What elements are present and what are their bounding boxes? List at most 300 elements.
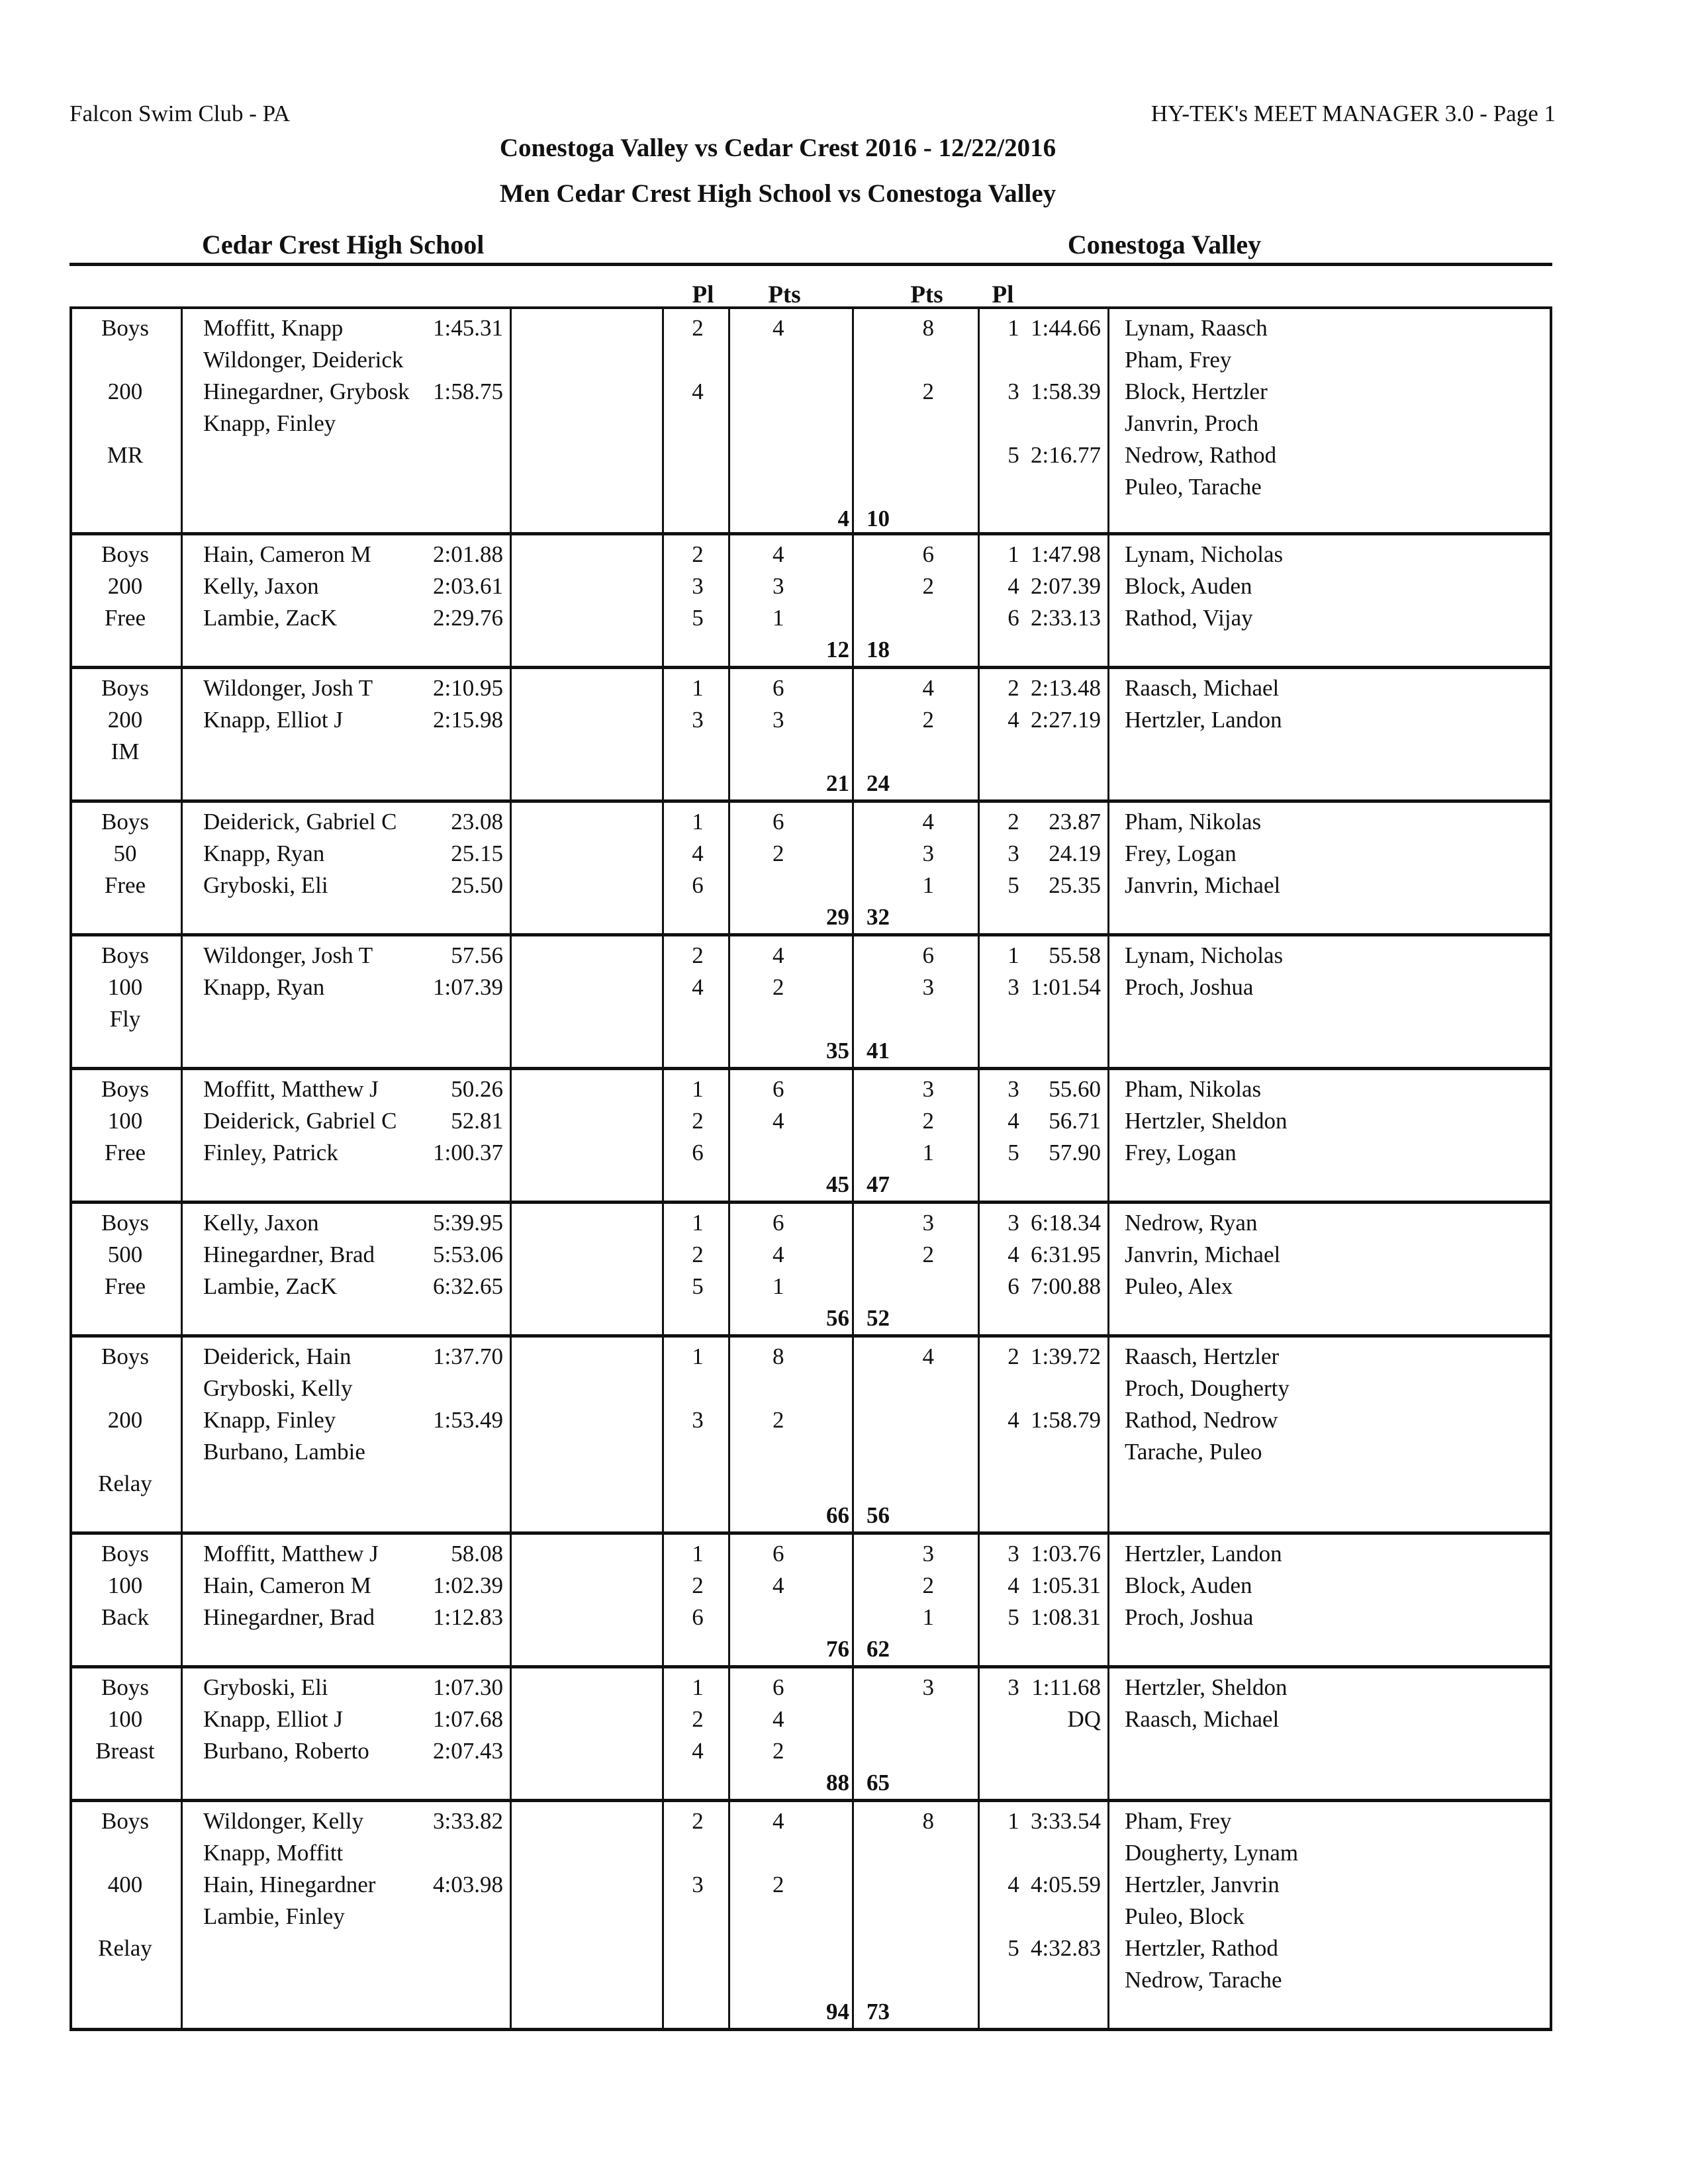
running-total-right: 73 [867, 1999, 890, 2025]
col-place-left: Pl [692, 281, 714, 308]
column-divider [852, 1204, 854, 1334]
result-lt: 1:07.30 [433, 1674, 503, 1700]
result-lp: 5 [692, 1273, 704, 1299]
result-lt: 1:00.37 [433, 1140, 503, 1165]
result-lt: 1:58.75 [433, 379, 503, 404]
result-lp: 2 [692, 1108, 704, 1134]
column-divider [1107, 1535, 1109, 1665]
event-label: Boys [101, 315, 149, 341]
result-lpts: 2 [773, 1407, 784, 1433]
result-lt: 6:32.65 [433, 1273, 503, 1299]
result-lp: 1 [692, 675, 704, 701]
column-divider [1107, 1070, 1109, 1201]
result-rn: Proch, Joshua [1125, 974, 1254, 1000]
column-divider [510, 936, 512, 1067]
result-ln: Hinegardner, Grybosk [203, 379, 410, 404]
column-divider [510, 1535, 512, 1665]
column-divider [662, 1668, 664, 1799]
result-lpts: 1 [773, 1273, 784, 1299]
result-lpts: 6 [773, 1210, 784, 1236]
event-label: Boys [101, 1210, 149, 1236]
result-rt: 1:39.72 [1031, 1343, 1101, 1369]
result-rt: 1:01.54 [1031, 974, 1101, 1000]
result-ln: Knapp, Finley [203, 410, 336, 436]
column-divider [662, 1070, 664, 1201]
meet-subtitle: Men Cedar Crest High School vs Conestoga Valley [499, 179, 1056, 208]
result-rp: 3 [1008, 379, 1019, 404]
column-divider [852, 1802, 854, 2028]
result-lpts: 4 [773, 541, 784, 567]
result-ln: Moffitt, Matthew J [203, 1541, 379, 1567]
result-ln: Knapp, Ryan [203, 841, 325, 866]
result-rn: Frey, Logan [1125, 841, 1237, 866]
result-rp: 4 [1008, 573, 1019, 599]
event-block [70, 803, 1552, 936]
result-rpts: 1 [922, 1604, 934, 1630]
col-points-right: Pts [910, 281, 943, 308]
result-rn: Block, Auden [1125, 573, 1252, 599]
result-rp: 1 [1008, 942, 1019, 968]
result-rpts: 3 [922, 1210, 934, 1236]
result-lt: 2:01.88 [433, 541, 503, 567]
column-divider [181, 535, 183, 666]
result-lt: 2:03.61 [433, 573, 503, 599]
result-rp: 2 [1008, 809, 1019, 835]
running-total-right: 65 [867, 1770, 890, 1796]
result-rn: Dougherty, Lynam [1125, 1840, 1299, 1866]
column-divider [1107, 535, 1109, 666]
result-lt: 1:12.83 [433, 1604, 503, 1630]
result-rn: Janvrin, Proch [1125, 410, 1259, 436]
event-block [70, 669, 1552, 803]
result-lp: 2 [692, 1572, 704, 1598]
result-ln: Gryboski, Eli [203, 1674, 328, 1700]
result-lt: 58.08 [451, 1541, 503, 1567]
result-rpts: 3 [922, 841, 934, 866]
result-lp: 6 [692, 872, 704, 898]
running-total-left: 76 [826, 1636, 849, 1662]
result-rpts: 2 [922, 707, 934, 733]
event-label: Boys [101, 541, 149, 567]
result-lp: 2 [692, 1706, 704, 1732]
result-rt: 1:03.76 [1031, 1541, 1101, 1567]
event-label: 100 [107, 1108, 143, 1134]
event-label: Boys [101, 1076, 149, 1102]
result-lt: 2:10.95 [433, 675, 503, 701]
result-lpts: 6 [773, 1674, 784, 1700]
result-rn: Proch, Joshua [1125, 1604, 1254, 1630]
running-total-left: 56 [826, 1305, 849, 1331]
result-rn: Pham, Frey [1125, 1808, 1232, 1834]
result-rpts: 2 [922, 379, 934, 404]
result-rp: 3 [1008, 1541, 1019, 1567]
result-lt: 1:07.68 [433, 1706, 503, 1732]
result-lp: 1 [692, 809, 704, 835]
result-ln: Kelly, Jaxon [203, 573, 319, 599]
result-lpts: 4 [773, 942, 784, 968]
event-block [70, 936, 1552, 1070]
result-rt: DQ [1067, 1706, 1101, 1732]
result-lp: 2 [692, 942, 704, 968]
column-divider [662, 669, 664, 799]
result-rt: 4:05.59 [1031, 1872, 1101, 1897]
result-ln: Wildonger, Josh T [203, 675, 373, 701]
event-label: Relay [98, 1935, 152, 1961]
column-divider [510, 309, 512, 532]
result-lp: 2 [692, 315, 704, 341]
event-label: Boys [101, 1808, 149, 1834]
result-lt: 3:33.82 [433, 1808, 503, 1834]
column-divider [1107, 1338, 1109, 1531]
result-lp: 3 [692, 1407, 704, 1433]
result-ln: Hinegardner, Brad [203, 1604, 375, 1630]
result-rt: 1:05.31 [1031, 1572, 1101, 1598]
result-rn: Lynam, Raasch [1125, 315, 1268, 341]
column-divider [510, 1070, 512, 1201]
column-divider [662, 1535, 664, 1665]
result-lp: 4 [692, 379, 704, 404]
event-label: Breast [95, 1738, 155, 1764]
result-lp: 4 [692, 974, 704, 1000]
running-total-right: 62 [867, 1636, 890, 1662]
result-rt: 2:27.19 [1031, 707, 1101, 733]
event-block [70, 535, 1552, 669]
result-rpts: 2 [922, 573, 934, 599]
column-divider [181, 1668, 183, 1799]
team-right-name: Conestoga Valley [1067, 230, 1262, 259]
result-ln: Deiderick, Hain [203, 1343, 352, 1369]
result-rt: 57.90 [1049, 1140, 1101, 1165]
column-divider [662, 936, 664, 1067]
event-label: 400 [107, 1872, 143, 1897]
result-rp: 4 [1008, 707, 1019, 733]
result-lpts: 4 [773, 1572, 784, 1598]
column-divider [662, 535, 664, 666]
result-lp: 5 [692, 605, 704, 631]
result-ln: Knapp, Elliot J [203, 707, 343, 733]
result-lp: 4 [692, 1738, 704, 1764]
event-label: Back [101, 1604, 149, 1630]
result-rt: 1:58.79 [1031, 1407, 1101, 1433]
result-lt: 1:07.39 [433, 974, 503, 1000]
result-rn: Pham, Nikolas [1125, 809, 1262, 835]
result-rn: Hertzler, Rathod [1125, 1935, 1278, 1961]
event-label: MR [107, 442, 144, 468]
event-label: Boys [101, 1343, 149, 1369]
header-rule [70, 263, 1552, 266]
result-rn: Hertzler, Landon [1125, 1541, 1282, 1567]
result-ln: Wildonger, Deiderick [203, 347, 404, 373]
column-divider [662, 803, 664, 933]
result-lp: 1 [692, 1210, 704, 1236]
event-label: Fly [109, 1006, 141, 1032]
result-rpts: 1 [922, 1140, 934, 1165]
result-rt: 56.71 [1049, 1108, 1101, 1134]
result-lpts: 6 [773, 809, 784, 835]
result-rp: 3 [1008, 974, 1019, 1000]
result-rt: 6:31.95 [1031, 1242, 1101, 1267]
result-rn: Puleo, Tarache [1125, 474, 1262, 500]
result-lt: 1:45.31 [433, 315, 503, 341]
event-label: Free [104, 605, 146, 631]
result-lt: 25.50 [451, 872, 503, 898]
event-label: 200 [107, 707, 143, 733]
running-total-left: 35 [826, 1038, 849, 1064]
result-lp: 4 [692, 841, 704, 866]
result-lp: 3 [692, 573, 704, 599]
result-lp: 1 [692, 1674, 704, 1700]
result-ln: Hinegardner, Brad [203, 1242, 375, 1267]
result-lpts: 3 [773, 707, 784, 733]
column-divider [662, 1338, 664, 1531]
result-lpts: 1 [773, 605, 784, 631]
event-label: Boys [101, 1674, 149, 1700]
result-lpts: 6 [773, 1541, 784, 1567]
event-block [70, 1802, 1552, 2031]
result-rp: 5 [1008, 1604, 1019, 1630]
result-rp: 6 [1008, 1273, 1019, 1299]
result-lpts: 2 [773, 1872, 784, 1897]
result-lt: 1:02.39 [433, 1572, 503, 1598]
result-rn: Raasch, Michael [1125, 1706, 1280, 1732]
result-lpts: 4 [773, 1808, 784, 1834]
result-lp: 3 [692, 707, 704, 733]
result-lt: 4:03.98 [433, 1872, 503, 1897]
result-lp: 2 [692, 541, 704, 567]
result-ln: Finley, Patrick [203, 1140, 338, 1165]
result-rp: 5 [1008, 442, 1019, 468]
running-total-right: 47 [867, 1171, 890, 1197]
result-rn: Proch, Dougherty [1125, 1375, 1289, 1401]
team-left-name: Cedar Crest High School [202, 230, 485, 259]
running-total-right: 24 [867, 770, 890, 796]
result-rt: 2:16.77 [1031, 442, 1101, 468]
result-ln: Wildonger, Josh T [203, 942, 373, 968]
result-rp: 3 [1008, 1076, 1019, 1102]
column-divider [852, 1535, 854, 1665]
result-lp: 2 [692, 1242, 704, 1267]
result-rn: Nedrow, Ryan [1125, 1210, 1258, 1236]
result-rpts: 6 [922, 541, 934, 567]
result-lt: 52.81 [451, 1108, 503, 1134]
result-lt: 1:37.70 [433, 1343, 503, 1369]
running-total-right: 52 [867, 1305, 890, 1331]
column-divider [181, 1338, 183, 1531]
col-points-left: Pts [768, 281, 801, 308]
result-lt: 1:53.49 [433, 1407, 503, 1433]
result-lt: 23.08 [451, 809, 503, 835]
result-lp: 6 [692, 1604, 704, 1630]
result-ln: Wildonger, Kelly [203, 1808, 364, 1834]
result-rn: Rathod, Vijay [1125, 605, 1253, 631]
column-divider [852, 1338, 854, 1531]
event-block [70, 1668, 1552, 1802]
result-lp: 1 [692, 1541, 704, 1567]
result-rp: 1 [1008, 315, 1019, 341]
result-lpts: 4 [773, 1706, 784, 1732]
running-total-right: 56 [867, 1502, 890, 1528]
result-ln: Burbano, Roberto [203, 1738, 369, 1764]
event-block [70, 1204, 1552, 1338]
event-label: 100 [107, 974, 143, 1000]
result-lp: 3 [692, 1872, 704, 1897]
result-ln: Lambie, ZacK [203, 605, 338, 631]
result-lpts: 2 [773, 1738, 784, 1764]
result-rn: Lynam, Nicholas [1125, 541, 1284, 567]
result-lp: 6 [692, 1140, 704, 1165]
result-rn: Puleo, Alex [1125, 1273, 1233, 1299]
running-total-left: 29 [826, 904, 849, 930]
result-rn: Rathod, Nedrow [1125, 1407, 1278, 1433]
result-rt: 3:33.54 [1031, 1808, 1101, 1834]
result-rn: Raasch, Michael [1125, 675, 1280, 701]
column-divider [1107, 669, 1109, 799]
result-rn: Janvrin, Michael [1125, 872, 1281, 898]
event-label: 50 [113, 841, 137, 866]
result-lpts: 4 [773, 1242, 784, 1267]
result-rp: 2 [1008, 675, 1019, 701]
result-rn: Pham, Nikolas [1125, 1076, 1262, 1102]
result-ln: Knapp, Finley [203, 1407, 336, 1433]
result-rp: 4 [1008, 1242, 1019, 1267]
result-rp: 2 [1008, 1343, 1019, 1369]
result-rt: 1:44.66 [1031, 315, 1101, 341]
result-ln: Knapp, Moffitt [203, 1840, 344, 1866]
column-divider [852, 669, 854, 799]
event-label: 200 [107, 573, 143, 599]
result-ln: Lambie, ZacK [203, 1273, 338, 1299]
result-rn: Hertzler, Sheldon [1125, 1108, 1288, 1134]
result-rn: Janvrin, Michael [1125, 1242, 1281, 1267]
result-rt: 4:32.83 [1031, 1935, 1101, 1961]
column-divider [1107, 1204, 1109, 1334]
event-label: Boys [101, 1541, 149, 1567]
col-place-right: Pl [992, 281, 1014, 308]
result-rn: Raasch, Hertzler [1125, 1343, 1280, 1369]
result-rn: Frey, Logan [1125, 1140, 1237, 1165]
result-rpts: 2 [922, 1108, 934, 1134]
column-divider [510, 1204, 512, 1334]
result-ln: Lambie, Finley [203, 1903, 345, 1929]
result-rn: Puleo, Block [1125, 1903, 1244, 1929]
event-label: Boys [101, 675, 149, 701]
result-rn: Hertzler, Sheldon [1125, 1674, 1288, 1700]
column-divider [181, 1535, 183, 1665]
result-rn: Nedrow, Rathod [1125, 442, 1277, 468]
column-divider [181, 1802, 183, 2028]
column-divider [1107, 1802, 1109, 2028]
result-rt: 1:58.39 [1031, 379, 1101, 404]
result-rn: Tarache, Puleo [1125, 1439, 1262, 1465]
event-label: Free [104, 1140, 146, 1165]
result-ln: Gryboski, Kelly [203, 1375, 353, 1401]
running-total-right: 10 [867, 506, 890, 531]
result-rpts: 3 [922, 1541, 934, 1567]
result-ln: Deiderick, Gabriel C [203, 1108, 397, 1134]
event-label: Boys [101, 809, 149, 835]
result-rt: 6:18.34 [1031, 1210, 1101, 1236]
event-label: 100 [107, 1706, 143, 1732]
result-lp: 1 [692, 1076, 704, 1102]
column-divider [510, 803, 512, 933]
column-divider [852, 535, 854, 666]
result-rt: 2:33.13 [1031, 605, 1101, 631]
result-ln: Deiderick, Gabriel C [203, 809, 397, 835]
result-rp: 3 [1008, 1674, 1019, 1700]
result-lp: 1 [692, 1343, 704, 1369]
result-lt: 50.26 [451, 1076, 503, 1102]
result-ln: Hain, Cameron M [203, 1572, 371, 1598]
result-rp: 5 [1008, 1140, 1019, 1165]
meet-title: Conestoga Valley vs Cedar Crest 2016 - 12/22/2016 [499, 134, 1056, 162]
result-rpts: 8 [922, 315, 934, 341]
running-total-left: 45 [826, 1171, 849, 1197]
result-lpts: 6 [773, 675, 784, 701]
result-rp: 4 [1008, 1872, 1019, 1897]
result-lp: 2 [692, 1808, 704, 1834]
result-rn: Block, Hertzler [1125, 379, 1268, 404]
club-name: Falcon Swim Club - PA [70, 101, 291, 126]
result-lt: 2:15.98 [433, 707, 503, 733]
result-rp: 3 [1008, 841, 1019, 866]
event-label: 500 [107, 1242, 143, 1267]
running-total-right: 32 [867, 904, 890, 930]
column-divider [510, 535, 512, 666]
event-label: Free [104, 872, 146, 898]
column-divider [852, 803, 854, 933]
event-block [70, 306, 1552, 535]
column-divider [852, 1070, 854, 1201]
column-divider [852, 309, 854, 532]
result-rn: Hertzler, Janvrin [1125, 1872, 1280, 1897]
result-ln: Gryboski, Eli [203, 872, 328, 898]
result-rp: 4 [1008, 1572, 1019, 1598]
running-total-left: 4 [837, 506, 849, 531]
result-rn: Lynam, Nicholas [1125, 942, 1284, 968]
result-ln: Kelly, Jaxon [203, 1210, 319, 1236]
result-rp: 6 [1008, 605, 1019, 631]
result-lpts: 4 [773, 315, 784, 341]
result-lpts: 2 [773, 841, 784, 866]
column-divider [510, 1668, 512, 1799]
result-rn: Nedrow, Tarache [1125, 1967, 1282, 1993]
result-rpts: 3 [922, 1674, 934, 1700]
column-divider [510, 669, 512, 799]
event-label: Boys [101, 942, 149, 968]
result-rp: 3 [1008, 1210, 1019, 1236]
column-divider [181, 309, 183, 532]
result-ln: Knapp, Elliot J [203, 1706, 343, 1732]
result-rp: 1 [1008, 541, 1019, 567]
result-rt: 2:07.39 [1031, 573, 1101, 599]
result-rpts: 4 [922, 809, 934, 835]
result-rpts: 2 [922, 1242, 934, 1267]
column-divider [510, 1802, 512, 2028]
event-label: Relay [98, 1471, 152, 1496]
result-rt: 2:13.48 [1031, 675, 1101, 701]
result-rpts: 6 [922, 942, 934, 968]
result-rt: 25.35 [1049, 872, 1101, 898]
result-lpts: 4 [773, 1108, 784, 1134]
running-total-left: 94 [826, 1999, 849, 2025]
result-rpts: 3 [922, 974, 934, 1000]
event-label: Free [104, 1273, 146, 1299]
result-ln: Burbano, Lambie [203, 1439, 365, 1465]
result-ln: Knapp, Ryan [203, 974, 325, 1000]
result-rpts: 2 [922, 1572, 934, 1598]
result-lt: 57.56 [451, 942, 503, 968]
result-rpts: 1 [922, 872, 934, 898]
